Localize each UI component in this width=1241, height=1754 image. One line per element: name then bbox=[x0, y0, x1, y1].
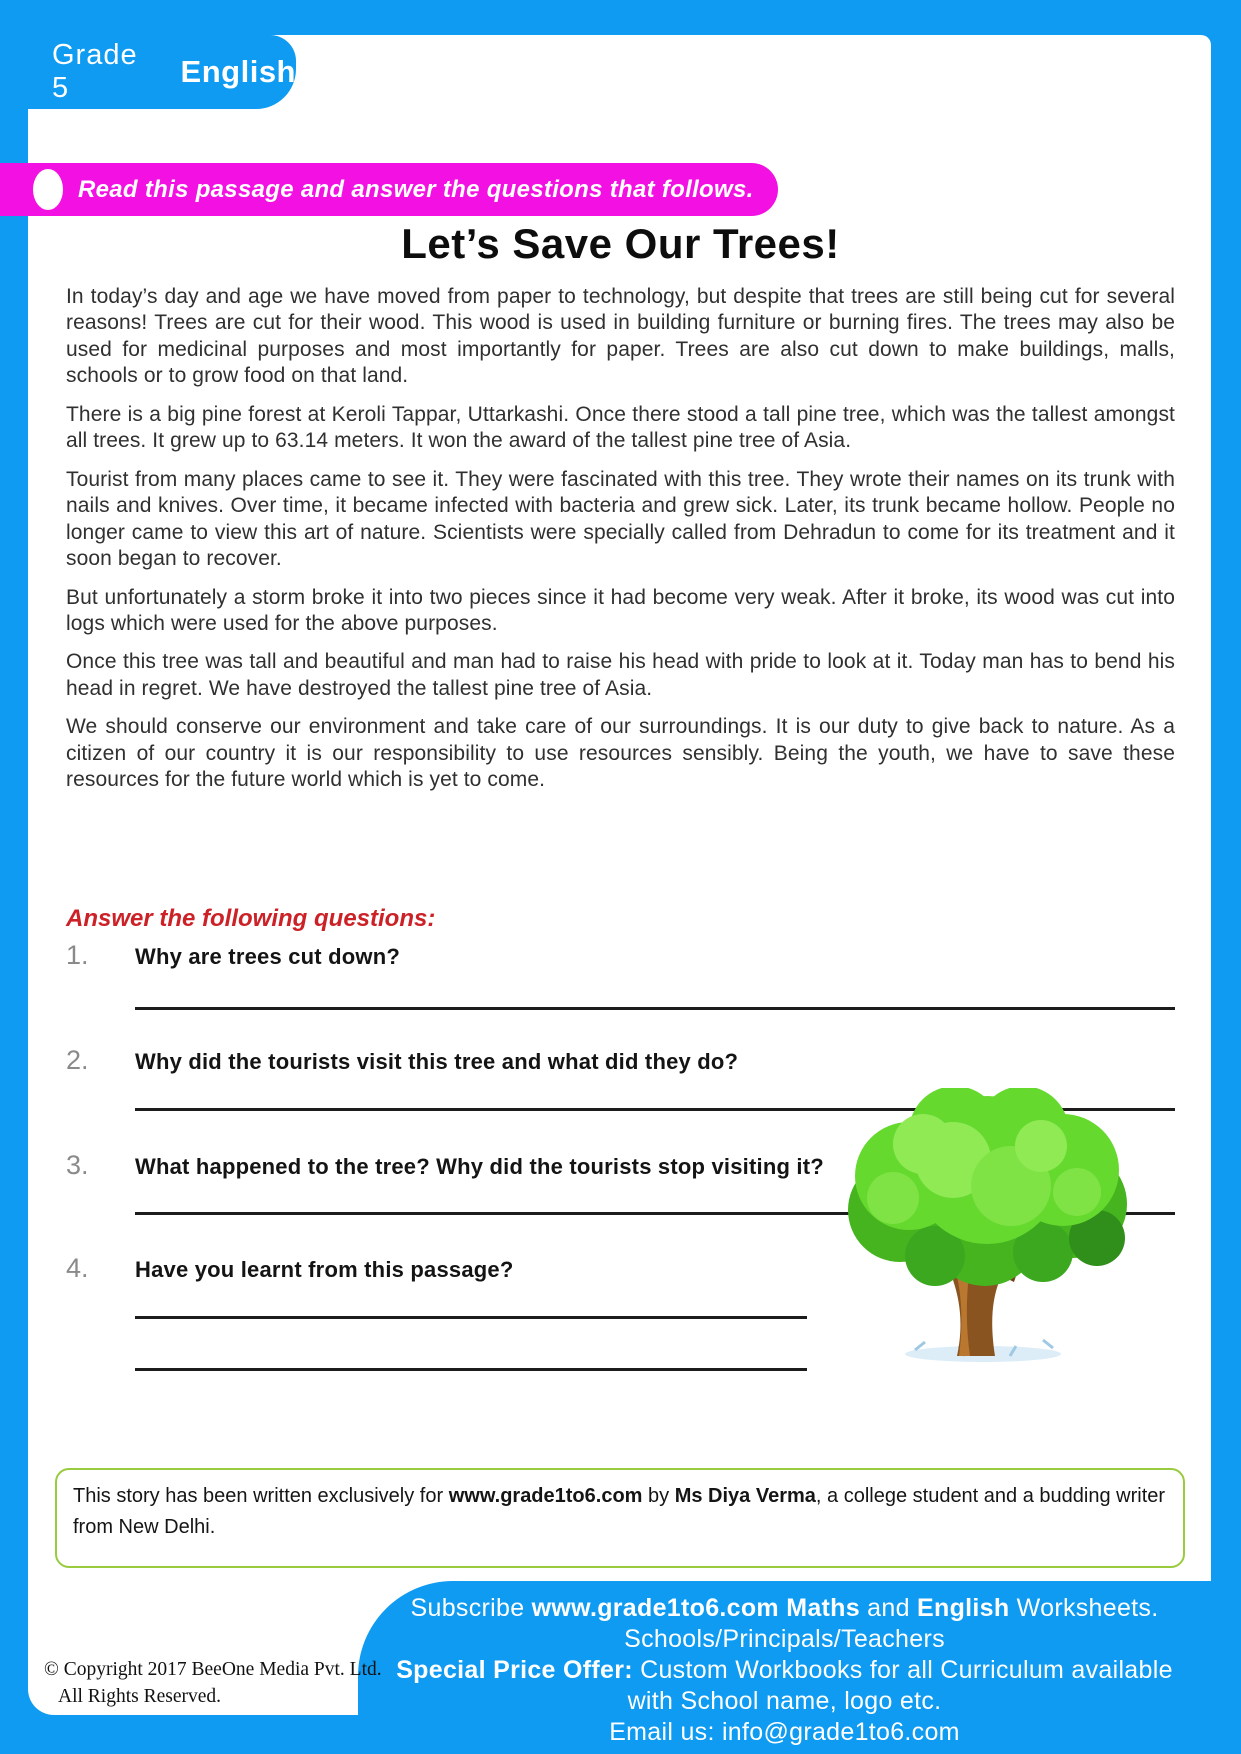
instruction-text: Read this passage and answer the questions that follows. bbox=[78, 176, 754, 203]
tree-illustration-icon bbox=[805, 1088, 1175, 1366]
passage-paragraph: Once this tree was tall and beautiful and man had to raise his head with pride to look at it. Today man has to bend his head in regret. We have destroyed the tallest pine tree of Asia. bbox=[66, 650, 1175, 700]
passage-paragraph: There is a big pine forest at Keroli Tappar, Uttarkashi. Once there stood a tall pine tree, which was the tallest amongst all trees. It grew up to 63.14 meters. It won the award of the tallest pine tree of Asia. bbox=[66, 402, 1175, 453]
question-text: Have you learnt from this passage? bbox=[135, 1257, 514, 1282]
question-text: What happened to the tree? Why did the tourists stop visiting it? bbox=[135, 1154, 824, 1179]
question-number: 2. bbox=[66, 1045, 89, 1075]
subject-label: English bbox=[180, 54, 296, 89]
note-suffix: , a college student and a budding writer from New Delhi. bbox=[73, 1485, 1166, 1538]
footer-english: English bbox=[917, 1594, 1010, 1622]
question-row-1 bbox=[66, 940, 1175, 971]
note-author: Ms Diya Verma bbox=[674, 1485, 816, 1507]
question-row-2 bbox=[66, 1045, 1175, 1076]
question-text: Why did the tourists visit this tree and what did they do? bbox=[135, 1049, 739, 1074]
questions-heading: Answer the following questions: bbox=[66, 905, 436, 932]
question-number: 4. bbox=[66, 1253, 89, 1283]
footer-offer-text: Custom Workbooks for all Curriculum available bbox=[632, 1656, 1173, 1684]
footer-worksheets: Worksheets. bbox=[1009, 1594, 1159, 1622]
grade-label: Grade 5 bbox=[52, 39, 138, 104]
passage-section bbox=[66, 220, 1175, 806]
instruction-banner bbox=[0, 163, 778, 216]
footer-subscribe-prefix: Subscribe bbox=[410, 1594, 532, 1622]
passage-title: Let’s Save Our Trees! bbox=[401, 220, 840, 267]
passage-paragraph: Tourist from many places came to see it. They were fascinated with this tree. They wrote their names on its trunk with nails and knives. Over time, it became infected with bacteria and grew sick. Later, its trunk became hollow. People no longer came to view this art of nature. Scientists were specially called from Dehradun to come for its treatment and it soon began to recover. bbox=[66, 467, 1175, 571]
passage-paragraph: In today’s day and age we have moved from paper to technology, but despite that trees are still being cut for several reasons! Trees are cut for their wood. This wood is used in building furniture or burning fires. The trees may also be used for medicinal purposes and most importantly for paper. Trees are also cut down to make buildings, malls, schools or to grow food on that land. bbox=[66, 285, 1175, 388]
author-note-box bbox=[55, 1468, 1185, 1568]
footer-line-school-name: with School name, logo etc. bbox=[627, 1687, 942, 1715]
answer-line bbox=[135, 1316, 807, 1319]
footer-offer-label: Special Price Offer: bbox=[396, 1656, 633, 1684]
answer-line bbox=[135, 1368, 807, 1371]
passage-paragraph: But unfortunately a storm broke it into two pieces since it had become very weak. After it broke, its wood was cut into logs which were used for the above purposes. bbox=[66, 585, 1175, 635]
footer-line-email: Email us: info@grade1to6.com bbox=[609, 1718, 960, 1746]
footer-line-schools: Schools/Principals/Teachers bbox=[624, 1625, 945, 1653]
footer-line-subscribe bbox=[358, 1593, 1211, 1624]
footer-and: and bbox=[859, 1594, 918, 1622]
footer-text bbox=[358, 1593, 1211, 1748]
copyright-line-1: © Copyright 2017 BeeOne Media Pvt. Ltd. bbox=[44, 1659, 382, 1680]
note-site: www.grade1to6.com bbox=[448, 1485, 643, 1507]
banner-oval-icon bbox=[33, 169, 63, 210]
passage-paragraph: We should conserve our environment and take care of our surroundings. It is our duty to give back to nature. As a citizen of our country it is our responsibility to use resources sensibly. Being the youth, we have to save these resources for the future world which is yet to come. bbox=[66, 715, 1175, 792]
grade-subject-tab bbox=[28, 35, 296, 109]
note-mid: by bbox=[642, 1485, 675, 1507]
copyright-notice bbox=[44, 1656, 382, 1710]
footer-line-offer bbox=[358, 1655, 1211, 1686]
copyright-line-2: All Rights Reserved. bbox=[58, 1686, 222, 1707]
note-prefix: This story has been written exclusively for bbox=[73, 1485, 449, 1507]
question-text: Why are trees cut down? bbox=[135, 944, 400, 969]
question-number: 1. bbox=[66, 940, 89, 970]
footer-site-maths: www.grade1to6.com Maths bbox=[531, 1594, 860, 1622]
answer-line bbox=[135, 1007, 1175, 1010]
question-number: 3. bbox=[66, 1150, 89, 1180]
